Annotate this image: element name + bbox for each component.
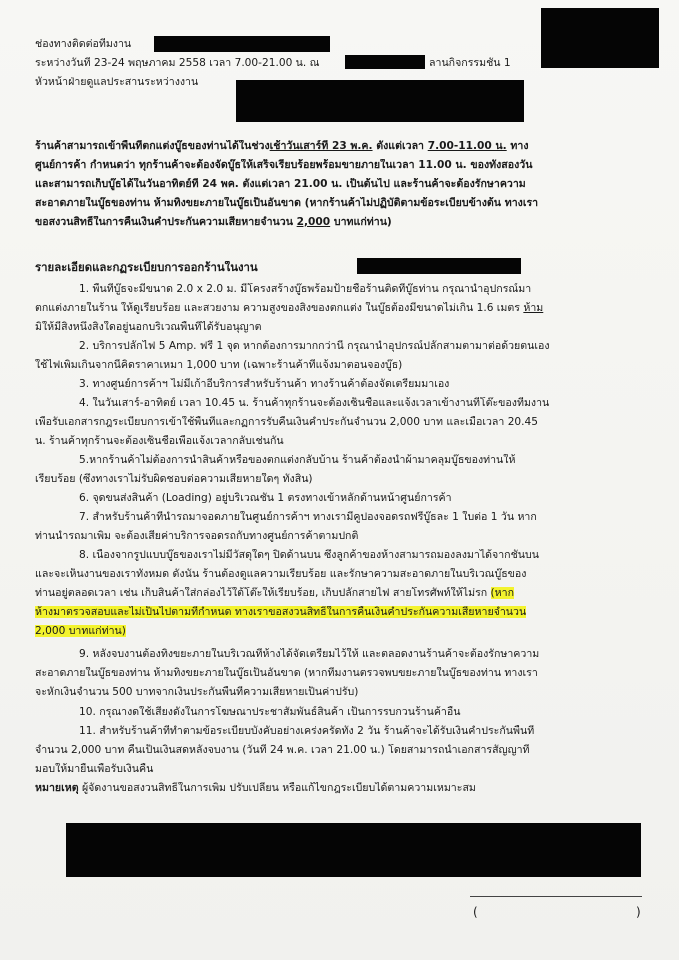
contact-label: ช่องทางติดต่อทีมงาน <box>35 38 132 50</box>
rule-prohibit: ห้าม <box>523 302 544 314</box>
highlighted-text: 2,000 บาทแก่ท่าน) <box>35 625 126 637</box>
coordinator-label: หัวหน้าฝ่ายดูแลประสานระหว่างงาน <box>35 76 199 88</box>
rule-2-line-2: ใช้ไฟเพิ่มเกินจากนี้คิดราคาเหมา 1,000 บาท (เฉพาะร้านค้าที่แจ้งมาตอนจองบู๊ธ) <box>35 359 403 371</box>
rule-1-line-2 <box>35 302 679 315</box>
rule-5-line-1: 5.หากร้านค้าไม่ต้องการนำสินค้าหรือของตกแต่งกลับบ้าน ร้านค้าต้องนำผ้ามาคลุมบู๊ธของท่านให้ <box>79 454 516 466</box>
intro-text: ร้านค้าสามารถเข้าพื้นที่ตกแต่งบู๊ธของท่านได้ในช่วง <box>35 140 270 152</box>
intro-text: ขอสงวนสิทธิ์ในการคืนเงินค้ำประกันความเสียหายจำนวน <box>35 216 297 228</box>
intro-line-5 <box>35 216 679 229</box>
rule-9-line-2: สะอาดภายในบู๊ธของท่าน ห้ามทิ้งขยะภายในบู๊ธเป็นอันขาด (หากทีมงานตรวจพบขยะภายในบู๊ธของท่าน ทางเรา <box>35 667 538 679</box>
rule-4-line-2: เพื่อรับเอกสารกฎระเบียบการเข้าใช้พื้นที่และกฏการรับคืนเงินค้ำประกันจำนวน 2,000 บาท และเมื่อเวลา 20.45 <box>35 416 539 428</box>
venue-line: ลานกิจกรรมชั้น 1 <box>429 57 511 69</box>
rule-7-line-1: 7. สำหรับร้านค้าที่นำรถมาจอดภายในศูนย์การค้าฯ ทางเรามีคูปองจอดรถฟรีบู๊ธละ 1 ใบต่อ 1 วัน หาก <box>79 511 537 523</box>
date-line: ระหว่างวันที่ 23-24 พฤษภาคม 2558 เวลา 7.00-21.00 น. ณ <box>35 57 320 69</box>
signature-line <box>470 896 642 897</box>
intro-line-4: สะอาดภายในบู๊ธของท่าน ห้ามทิ้งขยะภายในบู๊ธเป็นอันขาด (หากร้านค้าไม่ปฏิบัติตามข้อระเบียบข้างต้น ทางเรา <box>35 197 539 209</box>
intro-text: ทาง <box>506 140 529 152</box>
rule-8-line-1: 8. เนื่องจากรูปแบบบู๊ธของเราไม่มีวัสดุใดๆ ปิดด้านบน ซึ่งลูกค้าของห้างสามารถมองลงมาได้จากชั้นบน <box>79 549 539 561</box>
intro-date: เช้าวันเสาร์ที่ 23 พ.ค. <box>269 140 373 152</box>
rules-title: รายละเอียดและกฏระเบียบการออกร้านในงาน <box>35 261 258 274</box>
note-line <box>35 782 679 795</box>
rule-10: 10. กรุณางดใช้เสียงดังในการโฆษณาประชาสัมพันธ์สินค้า เป็นการรบกวนร้านค้าอื่น <box>79 706 461 718</box>
redaction-venue <box>345 55 425 69</box>
rule-5-line-2: เรียบร้อย (ซึ่งทางเราไม่รับผิดชอบต่อความเสียหายใดๆ ทั้งสิ้น) <box>35 473 313 485</box>
rule-8-line-3 <box>35 587 679 600</box>
rule-9-line-1: 9. หลังจบงานต้องทิ้งขยะภายในบริเวณที่ห้างได้จัดเตรียมไว้ให้ และตลอดงานร้านค้าจะต้องรักษาความ <box>79 648 540 660</box>
intro-line-3: และสามารถเก็บบู๊ธได้ในวันอาทิตย์ที่ 24 พค. ตั้งแต่เวลา 21.00 น. เป็นต้นไป และร้านค้าจะต้องรักษาความ <box>35 178 526 190</box>
intro-time: 7.00-11.00 น. <box>427 140 507 152</box>
signature-paren-open: ( <box>473 905 478 919</box>
intro-text: ตั้งแต่เวลา <box>372 140 428 152</box>
rule-text: ตกแต่งภายในร้าน ให้ดูเรียบร้อย และสวยงาม ความสูงของสิ่งของตกแต่ง ในบู๊ธต้องมีขนาดไม่เกิน 1.6 เมตร <box>35 302 524 314</box>
rule-6: 6. จุดขนส่งสินค้า (Loading) อยู่บริเวณชั้น 1 ตรงทางเข้าหลักด้านหน้าศูนย์การค้า <box>79 492 452 504</box>
rule-4-line-3: น. ร้านค้าทุกร้านจะต้องเซ็นชื่อเพื่อแจ้งเวลากลับเช่นกัน <box>35 435 284 447</box>
rule-8-line-2: และจะเห็นงานของเราทั้งหมด ดังนั้น ร้านต้องดูแลความเรียบร้อย และรักษาความสะอาดภายในบริเวณบู๊ธของ <box>35 568 527 580</box>
rule-8-line-4 <box>35 606 679 619</box>
intro-text: บาทแก่ท่าน) <box>330 216 392 228</box>
deposit-amount: 2,000 <box>296 216 331 228</box>
rule-11-line-3: มอบให้มายื่นเพื่อรับเงินคืน <box>35 763 154 775</box>
rule-9-line-3: จะหักเงินจำนวน 500 บาทจากเงินประกันพื้นที่ความเสียหายเป็นค่าปรับ) <box>35 686 359 698</box>
rule-1-line-1: 1. พื้นที่บู๊ธจะมีขนาด 2.0 x 2.0 ม. มีโครงสร้างบู๊ธพร้อมป้ายชื่อร้านติดที่บู๊ธท่าน กรุณานำอุปกรณ์มา <box>79 283 532 295</box>
note-label: หมายเหตุ <box>35 782 79 794</box>
rule-11-line-2: จำนวน 2,000 บาท คืนเป็นเงินสดหลังจบงาน (วันที่ 24 พ.ค. เวลา 21.00 น.) โดยสามารถนำเอกสารสัญญาที่ <box>35 744 530 756</box>
rule-4-line-1: 4. ในวันเสาร์-อาทิตย์ เวลา 10.45 น. ร้านค้าทุกร้านจะต้องเซ็นชื่อและแจ้งเวลาเข้างานที่โต๊ะของทีมงาน <box>79 397 550 409</box>
intro-line-2: ศูนย์การค้า กำหนดว่า ทุกร้านค้าจะต้องจัดบู๊ธให้เสร็จเรียบร้อยพร้อมขายภายในเวลา 11.00 น. ของทั้งสองวัน <box>35 159 533 171</box>
highlighted-text: ห้างมาตรวจสอบและไม่เป็นไปตามที่กำหนด ทางเราขอสงวนสิทธิ์ในการคืนเงินค้ำประกันความเสียหายจำนวน <box>35 606 527 618</box>
signature-paren-close: ) <box>636 905 641 919</box>
rule-11-line-1: 11. สำหรับร้านค้าที่ทำตามข้อระเบียบบังคับอย่างเคร่งครัดทั้ง 2 วัน ร้านค้าจะได้รับเงินค้ำประกันพื้นที่ <box>79 725 535 737</box>
note-text: ผู้จัดงานขอสงวนสิทธิ์ในการเพิ่ม ปรับเปลี่ยน หรือแก้ไขกฎระเบียบได้ตามความเหมาะสม <box>78 782 476 794</box>
highlighted-text: (หาก <box>490 587 515 599</box>
rule-3: 3. ทางศูนย์การค้าฯ ไม่มีเก้าอี้บริการสำหรับร้านค้า ทางร้านค้าต้องจัดเตรียมมาเอง <box>79 378 450 390</box>
rule-7-line-2: ท่านนำรถมาเพิ่ม จะต้องเสียค่าบริการจอดรถกับทางศูนย์การค้าตามปกติ <box>35 530 359 542</box>
redaction-footer <box>66 823 641 877</box>
rule-1-line-3: มิให้มีสิ่งหนึ่งสิ่งใดอยู่นอกบริเวณพื้นที่ได้รับอนุญาต <box>35 321 262 333</box>
rule-8-line-5 <box>35 625 679 638</box>
rule-2-line-1: 2. บริการปลั๊กไฟ 5 Amp. ฟรี 1 จุด หากต้องการมากกว่านี้ กรุณานำอุปกรณ์ปลั๊กสามตามาต่อด้วยตนเอง <box>79 340 550 352</box>
intro-line-1 <box>35 140 679 153</box>
rule-text: ท่านอยู่ตลอดเวลา เช่น เก็บสินค้าใส่กล่องไว้ใต้โต๊ะให้เรียบร้อย, เก็บปลั๊กสายไฟ สายโทรศัพท์ให้ไม่รก <box>35 587 491 599</box>
